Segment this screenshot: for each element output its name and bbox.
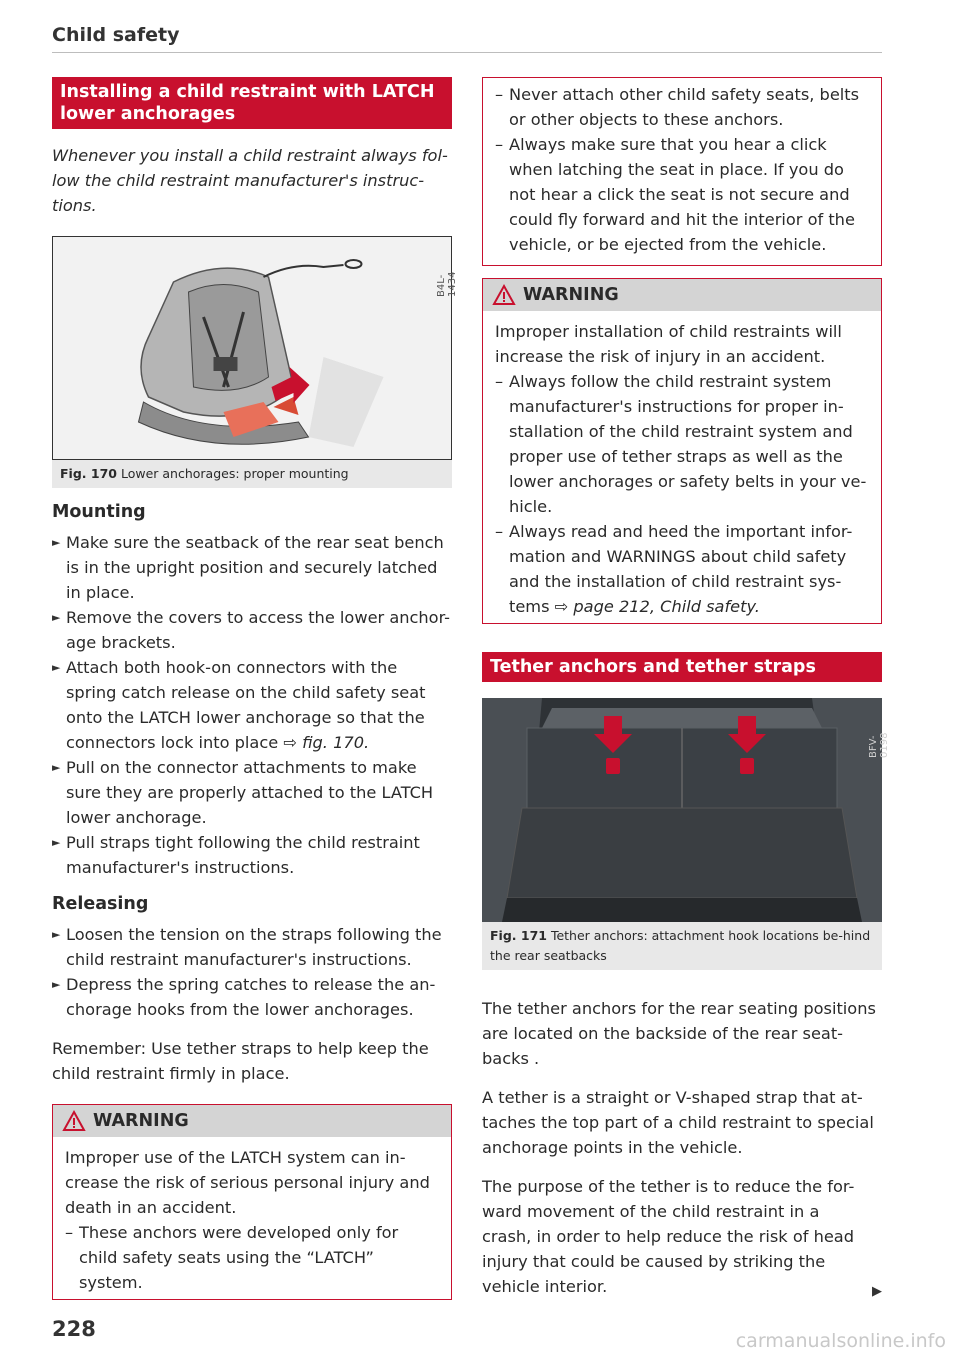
warning-continued-list — [495, 82, 869, 257]
watermark: carmanualsonline.info — [735, 1330, 946, 1352]
figure-170 — [52, 236, 458, 488]
warning-box — [52, 1104, 452, 1300]
warning-text: Improper use of the LATCH system can in-crease the risk of serious personal injury and death in an accident. — [65, 1148, 430, 1217]
figure-code: BFV-0198 — [868, 732, 890, 758]
intro-text: Whenever you install a child restraint always fol-low the child restraint manufacturer's instruc-tions. — [52, 146, 448, 215]
figure-caption-text: Lower anchorages: proper mounting — [120, 466, 349, 481]
warning-triangle-icon — [63, 1111, 85, 1131]
warning-item — [495, 519, 869, 619]
tether-paragraph-wrap — [482, 1174, 882, 1299]
releasing-heading: Releasing — [52, 894, 149, 914]
tether-paragraph: A tether is a straight or V-shaped strap that at-taches the top part of a child restraint to special anchorage points in the vehicle. — [482, 1088, 874, 1157]
warning-triangle-icon — [493, 285, 515, 305]
header-rule — [52, 52, 882, 53]
warning-continued-box — [482, 77, 882, 266]
child-seat-drawing — [53, 237, 451, 459]
warning-text: Improper installation of child restraints will increase the risk of injury in an accident. — [495, 322, 842, 366]
warning-item: – These anchors were developed only for child safety seats using the “LATCH” system. — [65, 1220, 439, 1295]
cargo-area-drawing — [482, 698, 882, 922]
mounting-step: ► Make sure the seatback of the rear seat bench is in the upright position and securely latched in place. — [52, 530, 452, 605]
figure-caption-text: Tether anchors: attachment hook locations be-hind the rear seatbacks — [490, 928, 871, 963]
warning-header — [53, 1105, 451, 1137]
left-column — [52, 77, 458, 1300]
section-title-tether: Tether anchors and tether straps — [482, 652, 882, 682]
warning-list — [495, 369, 869, 619]
mounting-step: ► Pull on the connector attachments to make sure they are properly attached to the LATCH lower anchorage. — [52, 755, 452, 830]
warning-list — [65, 1220, 439, 1295]
releasing-step: ► Loosen the tension on the straps following the child restraint manufacturer's instructions. — [52, 922, 452, 972]
warning-label: WARNING — [93, 1111, 189, 1131]
figure-number: Fig. 170 — [60, 466, 117, 481]
figure-ref-link[interactable]: ⇨ fig. 170. — [283, 733, 370, 752]
warning-body — [483, 311, 881, 623]
mounting-steps — [52, 530, 452, 880]
warning-body — [53, 1137, 451, 1299]
remember-text: Remember: Use tether straps to help keep the child restraint firmly in place. — [52, 1039, 429, 1083]
right-column — [482, 77, 890, 1299]
mounting-step: ► Pull straps tight following the child restraint manufacturer's instructions. — [52, 830, 452, 880]
figure-number: Fig. 171 — [490, 928, 547, 943]
warning-item-text: Always read and heed the important infor-mation and WARNINGS about child safety and the installation of child restraint sys-tems — [509, 522, 853, 616]
tether-paragraph: The tether anchors for the rear seating positions are located on the backside of the rear seat-backs . — [482, 999, 876, 1068]
warning-label: WARNING — [523, 285, 619, 305]
child-seat-illustration — [52, 236, 458, 460]
section-header: Child safety — [52, 24, 180, 46]
warning-box — [482, 278, 882, 624]
mounting-step-text: Attach both hook-on connectors with the spring catch release on the child safety seat onto the LATCH lower anchorage so that the connectors lock into place — [66, 658, 426, 752]
section-title-latch: Installing a child restraint with LATCH lower anchorages — [52, 77, 452, 129]
warning-header — [483, 279, 881, 311]
figure-code: B4L-1434 — [436, 271, 458, 297]
warning-item: – Always make sure that you hear a click when latching the seat in place. If you do not hear a click the seat is not secure and could fly forward and hit the interior of the vehicle, or be ejected from the vehicle. — [495, 132, 869, 257]
continue-arrow-icon: ▶ — [872, 1284, 882, 1299]
tether-paragraph: The purpose of the tether is to reduce the for-ward movement of the child restraint in a crash, in order to help reduce the risk of head injury that could be caused by striking the vehicle interior. — [482, 1177, 855, 1296]
mounting-heading: Mounting — [52, 502, 146, 522]
mounting-step: ► Remove the covers to access the lower anchor-age brackets. — [52, 605, 452, 655]
page-ref-link[interactable]: ⇨ page 212, Child safety. — [554, 597, 760, 616]
warning-item: – Always follow the child restraint system manufacturer's instructions for proper in-stallation of the child restraint system and proper use of tether straps as well as the lower anchorages or safety belts in your ve-hicle. — [495, 369, 869, 519]
releasing-steps — [52, 922, 452, 1022]
cargo-area-photo — [482, 698, 890, 922]
figure-caption — [52, 460, 452, 488]
mounting-step — [52, 655, 452, 755]
releasing-step: ► Depress the spring catches to release the an-chorage hooks from the lower anchorages. — [52, 972, 452, 1022]
warning-item: – Never attach other child safety seats, belts or other objects to these anchors. — [495, 82, 869, 132]
figure-caption — [482, 922, 882, 970]
page-number: 228 — [52, 1317, 96, 1341]
figure-171 — [482, 698, 890, 970]
